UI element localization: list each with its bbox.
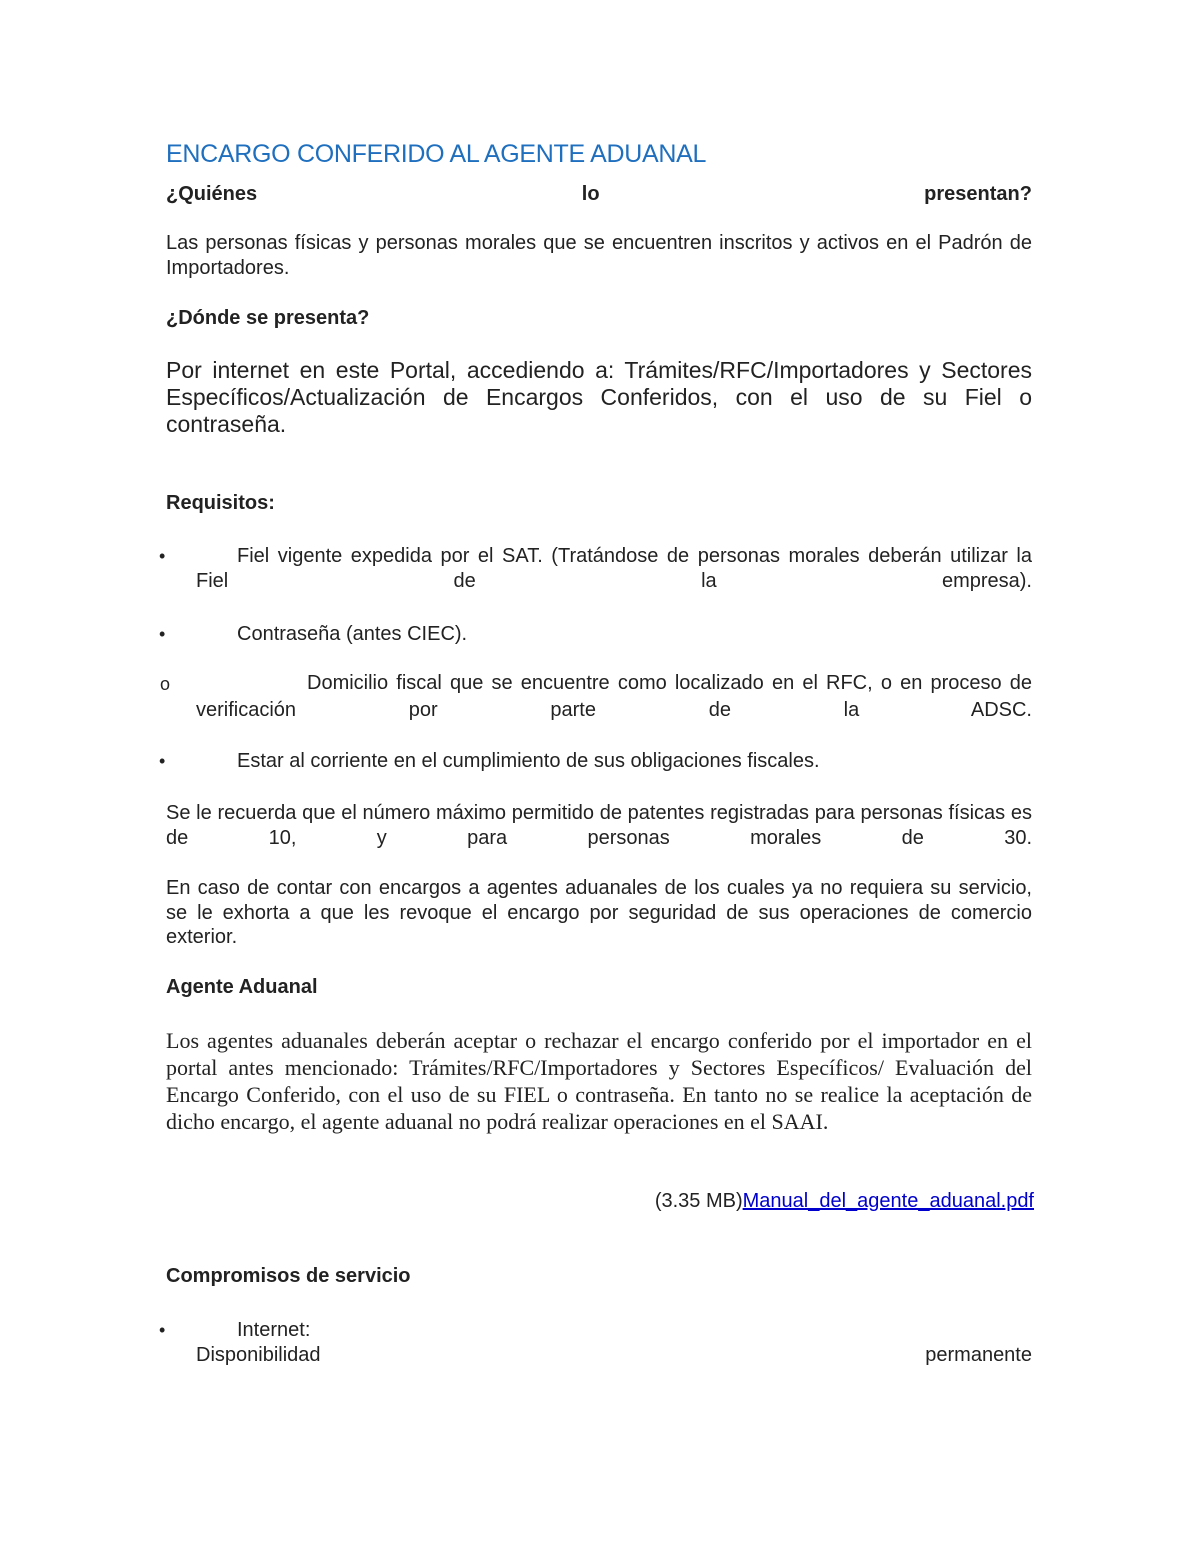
bullet-icon: •: [159, 1320, 166, 1340]
question-where: ¿Dónde se presenta?: [166, 307, 370, 329]
question-who-word-3: presentan?: [924, 183, 1032, 205]
pdf-size: (3.35 MB): [654, 1190, 743, 1212]
requirement-item-password: Contraseña (antes CIEC).: [237, 623, 468, 645]
question-who: [166, 182, 1032, 207]
page-title: ENCARGO CONFERIDO AL AGENTE ADUANAL: [166, 140, 707, 168]
service-item-availability: [196, 1343, 1032, 1368]
question-who-word-2: lo: [581, 183, 600, 205]
service-item-left: Disponibilidad: [196, 1344, 321, 1366]
requirement-item-fiel: Fiel vigente expedida por el SAT. (Tratándose de personas morales deberán utilizar la Fiel de la empresa).: [196, 545, 1032, 592]
question-who-word-1: ¿Quiénes: [166, 183, 258, 205]
service-heading: Compromisos de servicio: [166, 1265, 411, 1287]
service-item-right: permanente: [925, 1344, 1032, 1366]
requirement-item-obligations: Estar al corriente en el cumplimiento de sus obligaciones fiscales.: [237, 750, 820, 772]
where-paragraph: Por internet en este Portal, accediendo a: Trámites/RFC/Importadores y Sectores Específicos/Actualización de Encargos Conferidos, con el uso de su Fiel o contraseña.: [166, 357, 1032, 437]
pdf-download-link[interactable]: Manual_del_agente_aduanal.pdf: [742, 1190, 1034, 1212]
requirements-heading: Requisitos:: [166, 492, 275, 514]
revoke-paragraph: En caso de contar con encargos a agentes aduanales de los cuales ya no requiera su servicio, se le exhorta a que les revoque el encargo por seguridad de sus operaciones de comercio exterior.: [166, 877, 1032, 948]
reminder-paragraph: Se le recuerda que el número máximo permitido de patentes registradas para personas físicas es de 10, y para personas morales de 30.: [166, 802, 1032, 849]
pdf-download: [166, 1189, 1034, 1214]
service-item-label: Internet:: [237, 1319, 311, 1341]
circle-bullet-icon: o: [160, 674, 171, 694]
agent-heading: Agente Aduanal: [166, 976, 318, 998]
agent-paragraph: Los agentes aduanales deberán aceptar o rechazar el encargo conferido por el importador en el portal antes mencionado: Trámites/RFC/Importadores y Sectores Específicos/ Evaluación del Encargo Conferido, con el uso de su FIEL o contraseña. En tanto no se realice la aceptación de dicho encargo, el agente aduanal no podrá realizar operaciones en el SAAI.: [166, 1028, 1032, 1134]
who-paragraph: Las personas físicas y personas morales que se encuentren inscritos y activos en el Padrón de Importadores.: [166, 232, 1032, 279]
bullet-icon: •: [159, 751, 166, 771]
bullet-icon: •: [159, 546, 166, 566]
bullet-icon: •: [159, 624, 166, 644]
requirement-item-address: Domicilio fiscal que se encuentre como localizado en el RFC, o en proceso de verificación por parte de la ADSC.: [196, 672, 1032, 721]
